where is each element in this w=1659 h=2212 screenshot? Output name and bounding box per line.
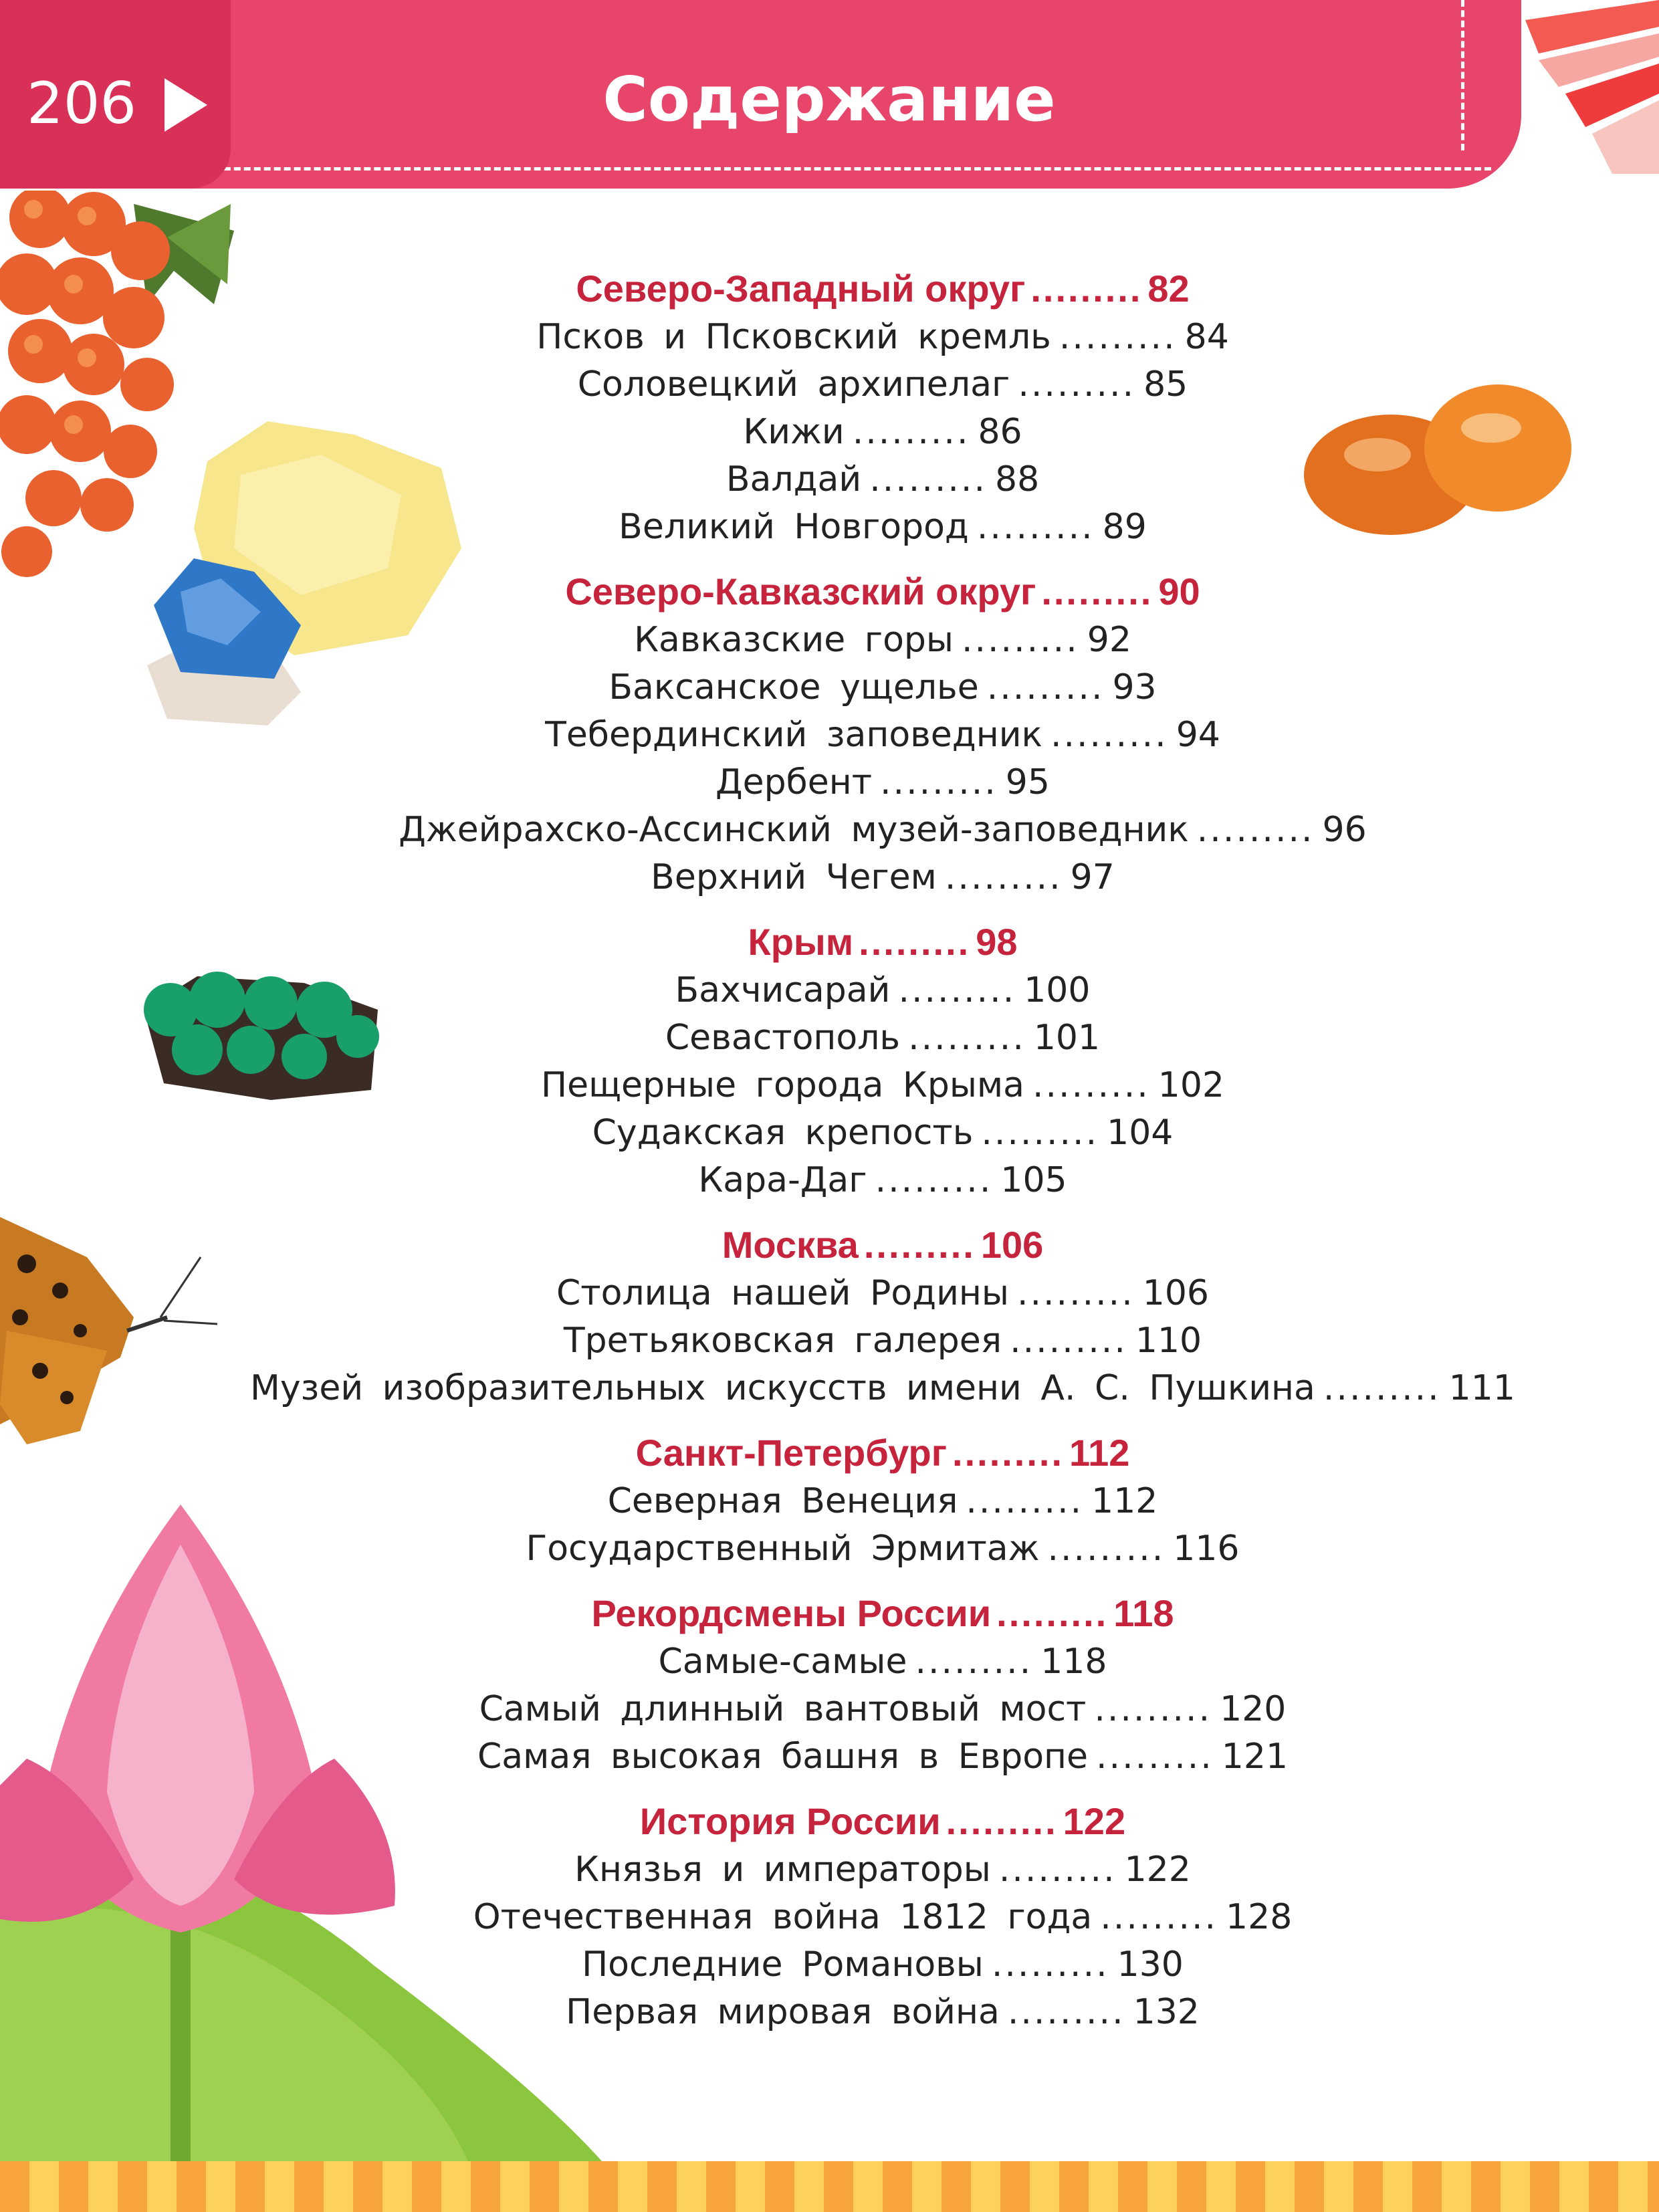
toc-entry[interactable]: [187, 1846, 1578, 1894]
section-page: 82: [1147, 267, 1190, 310]
leader-dots: .........: [1010, 1321, 1127, 1361]
section-page: 90: [1158, 570, 1200, 613]
leader-dots: .........: [915, 1642, 1033, 1682]
leader-dots: .........: [1094, 1689, 1212, 1729]
toc-entry[interactable]: [187, 711, 1578, 759]
entry-title: Северная Венеция: [607, 1481, 958, 1521]
bottom-stripe: [0, 2161, 1659, 2212]
entry-title: Самые-самые: [658, 1642, 907, 1682]
arrow-right-icon: [164, 78, 207, 132]
entry-title: Дербент: [715, 762, 873, 802]
leader-dots: .........: [1047, 1529, 1166, 1569]
toc-entry[interactable]: [187, 854, 1578, 901]
entry-title: Музей изобразительных искусств имени А. С. Пушкина: [250, 1368, 1315, 1408]
page-number: 206: [27, 70, 137, 137]
entry-title: Третьяковская галерея: [563, 1321, 1002, 1361]
leader-dots: .........: [880, 762, 998, 802]
leader-dots: .........: [1007, 1992, 1125, 2032]
leader-dots: .........: [976, 507, 1095, 547]
entry-page: 130: [1117, 1945, 1184, 1985]
entry-title: Кавказские горы: [634, 620, 954, 660]
leader-dots: .........: [1032, 1065, 1150, 1105]
toc-section: [187, 1589, 1578, 1781]
leader-dots: .........: [961, 620, 1079, 660]
entry-title: Баксанское ущелье: [609, 667, 979, 707]
leader-dots: .........: [944, 857, 1063, 897]
leader-dots: .........: [908, 1018, 1026, 1058]
toc-entry[interactable]: [187, 1109, 1578, 1157]
toc-section: [187, 264, 1578, 551]
entry-page: 88: [994, 459, 1040, 500]
toc-entry[interactable]: [187, 1157, 1578, 1204]
leader-dots: .........: [859, 921, 971, 963]
toc-entry[interactable]: [187, 456, 1578, 504]
toc-entry[interactable]: [187, 409, 1578, 456]
entry-page: 100: [1024, 970, 1091, 1010]
toc-entry[interactable]: [187, 1270, 1578, 1317]
toc-entry[interactable]: [187, 1989, 1578, 2036]
section-title: История России: [639, 1800, 941, 1842]
entry-page: 122: [1124, 1850, 1191, 1890]
section-page: 122: [1063, 1800, 1126, 1842]
toc-entry[interactable]: [187, 664, 1578, 711]
toc-entry[interactable]: [187, 314, 1578, 361]
leader-dots: .........: [852, 412, 970, 452]
toc-entry[interactable]: [187, 967, 1578, 1014]
entry-title: Столица нашей Родины: [556, 1273, 1009, 1313]
toc-section: [187, 567, 1578, 901]
entry-page: 110: [1135, 1321, 1202, 1361]
section-heading[interactable]: [187, 1797, 1578, 1846]
entry-title: Судакская крепость: [592, 1113, 974, 1153]
leader-dots: .........: [863, 1224, 976, 1266]
entry-title: Севастополь: [665, 1018, 901, 1058]
entry-page: 128: [1226, 1897, 1293, 1937]
entry-title: Валдай: [726, 459, 862, 500]
leader-dots: .........: [1041, 570, 1153, 613]
leader-dots: .........: [1030, 267, 1143, 310]
entry-page: 112: [1091, 1481, 1158, 1521]
entry-title: Отечественная война 1812 года: [473, 1897, 1093, 1937]
section-heading[interactable]: [187, 567, 1578, 617]
toc-section: [187, 1797, 1578, 2036]
leader-dots: .........: [981, 1113, 1099, 1153]
entry-page: 95: [1005, 762, 1050, 802]
section-heading[interactable]: [187, 264, 1578, 314]
entry-page: 102: [1157, 1065, 1225, 1105]
section-title: Северо-Кавказский округ: [565, 570, 1036, 613]
section-page: 98: [976, 921, 1018, 963]
leader-dots: .........: [1050, 715, 1168, 755]
section-title: Санкт-Петербург: [635, 1432, 948, 1474]
section-heading[interactable]: [187, 1428, 1578, 1478]
header-stitch-right: [1461, 0, 1464, 150]
entry-title: Верхний Чегем: [651, 857, 937, 897]
entry-page: 86: [978, 412, 1022, 452]
table-of-contents: [187, 264, 1578, 2052]
entry-title: Великий Новгород: [619, 507, 969, 547]
toc-entry[interactable]: [187, 806, 1578, 854]
leader-dots: .........: [952, 1432, 1065, 1474]
entry-page: 118: [1040, 1642, 1107, 1682]
entry-title: Самый длинный вантовый мост: [479, 1689, 1087, 1729]
leader-dots: .........: [869, 459, 987, 500]
corner-stripes-decoration: [1499, 0, 1659, 174]
entry-title: Кара-Даг: [698, 1160, 867, 1200]
page-number-tab: [0, 0, 231, 189]
entry-title: Бахчисарай: [675, 970, 891, 1010]
entry-title: Псков и Псковский кремль: [536, 317, 1051, 357]
leader-dots: .........: [1096, 1737, 1214, 1777]
entry-title: Государственный Эрмитаж: [526, 1529, 1040, 1569]
entry-page: 85: [1143, 364, 1188, 405]
entry-title: Соловецкий архипелаг: [577, 364, 1010, 405]
section-heading[interactable]: [187, 1589, 1578, 1638]
header-stitch: [194, 167, 1491, 171]
toc-entry[interactable]: [187, 504, 1578, 551]
toc-entry[interactable]: [187, 361, 1578, 409]
toc-section: [187, 917, 1578, 1204]
leader-dots: .........: [1323, 1368, 1441, 1408]
entry-page: 92: [1087, 620, 1131, 660]
entry-page: 94: [1176, 715, 1220, 755]
entry-page: 97: [1070, 857, 1115, 897]
entry-title: Князья и императоры: [574, 1850, 991, 1890]
toc-section: [187, 1220, 1578, 1412]
toc-entry[interactable]: [187, 1894, 1578, 1941]
leader-dots: .........: [1196, 810, 1315, 850]
leader-dots: .........: [1016, 1273, 1135, 1313]
section-title: Крым: [748, 921, 854, 963]
leader-dots: .........: [998, 1850, 1117, 1890]
section-title: Северо-Западный округ: [576, 267, 1026, 310]
toc-entry[interactable]: [187, 1525, 1578, 1573]
section-page: 118: [1113, 1592, 1174, 1634]
entry-page: 116: [1173, 1529, 1240, 1569]
leader-dots: .........: [996, 1592, 1109, 1634]
leader-dots: .........: [875, 1160, 993, 1200]
leader-dots: .........: [898, 970, 1016, 1010]
leader-dots: .........: [966, 1481, 1084, 1521]
entry-page: 111: [1448, 1368, 1515, 1408]
entry-title: Кижи: [743, 412, 845, 452]
entry-page: 93: [1112, 667, 1157, 707]
toc-entry[interactable]: [187, 1317, 1578, 1365]
entry-title: Джейрахско-Ассинский музей-заповедник: [399, 810, 1189, 850]
leader-dots: .........: [946, 1800, 1058, 1842]
toc-entry[interactable]: [187, 1365, 1578, 1412]
entry-title: Тебердинский заповедник: [545, 715, 1042, 755]
toc-entry[interactable]: [187, 1014, 1578, 1062]
entry-title: Первая мировая война: [566, 1992, 1000, 2032]
entry-title: Последние Романовы: [582, 1945, 984, 1985]
entry-page: 120: [1220, 1689, 1287, 1729]
leader-dots: .........: [1018, 364, 1136, 405]
toc-entry[interactable]: [187, 1638, 1578, 1686]
toc-entry[interactable]: [187, 759, 1578, 806]
toc-entry[interactable]: [187, 1941, 1578, 1989]
entry-title: Пещерные города Крыма: [540, 1065, 1024, 1105]
leader-dots: .........: [991, 1945, 1109, 1985]
section-heading[interactable]: [187, 1220, 1578, 1270]
entry-page: 84: [1184, 317, 1229, 357]
entry-title: Самая высокая башня в Европе: [477, 1737, 1089, 1777]
toc-section: [187, 1428, 1578, 1573]
entry-page: 106: [1142, 1273, 1209, 1313]
toc-entry[interactable]: [187, 1686, 1578, 1733]
section-page: 112: [1069, 1432, 1130, 1474]
entry-page: 105: [1000, 1160, 1067, 1200]
entry-page: 96: [1322, 810, 1367, 850]
section-page: 106: [980, 1224, 1044, 1266]
entry-page: 121: [1221, 1737, 1289, 1777]
toc-entry[interactable]: [187, 617, 1578, 664]
leader-dots: .........: [1100, 1897, 1218, 1937]
entry-page: 132: [1133, 1992, 1200, 2032]
entry-page: 101: [1033, 1018, 1101, 1058]
leader-dots: .........: [1059, 317, 1177, 357]
entry-page: 104: [1107, 1113, 1174, 1153]
toc-entry[interactable]: [187, 1062, 1578, 1109]
toc-entry[interactable]: [187, 1733, 1578, 1781]
toc-entry[interactable]: [187, 1478, 1578, 1525]
section-title: Рекордсмены России: [591, 1592, 992, 1634]
leader-dots: .........: [986, 667, 1105, 707]
section-heading[interactable]: [187, 917, 1578, 967]
entry-page: 89: [1102, 507, 1147, 547]
section-title: Москва: [722, 1224, 859, 1266]
page-title: Содержание: [602, 64, 1056, 135]
